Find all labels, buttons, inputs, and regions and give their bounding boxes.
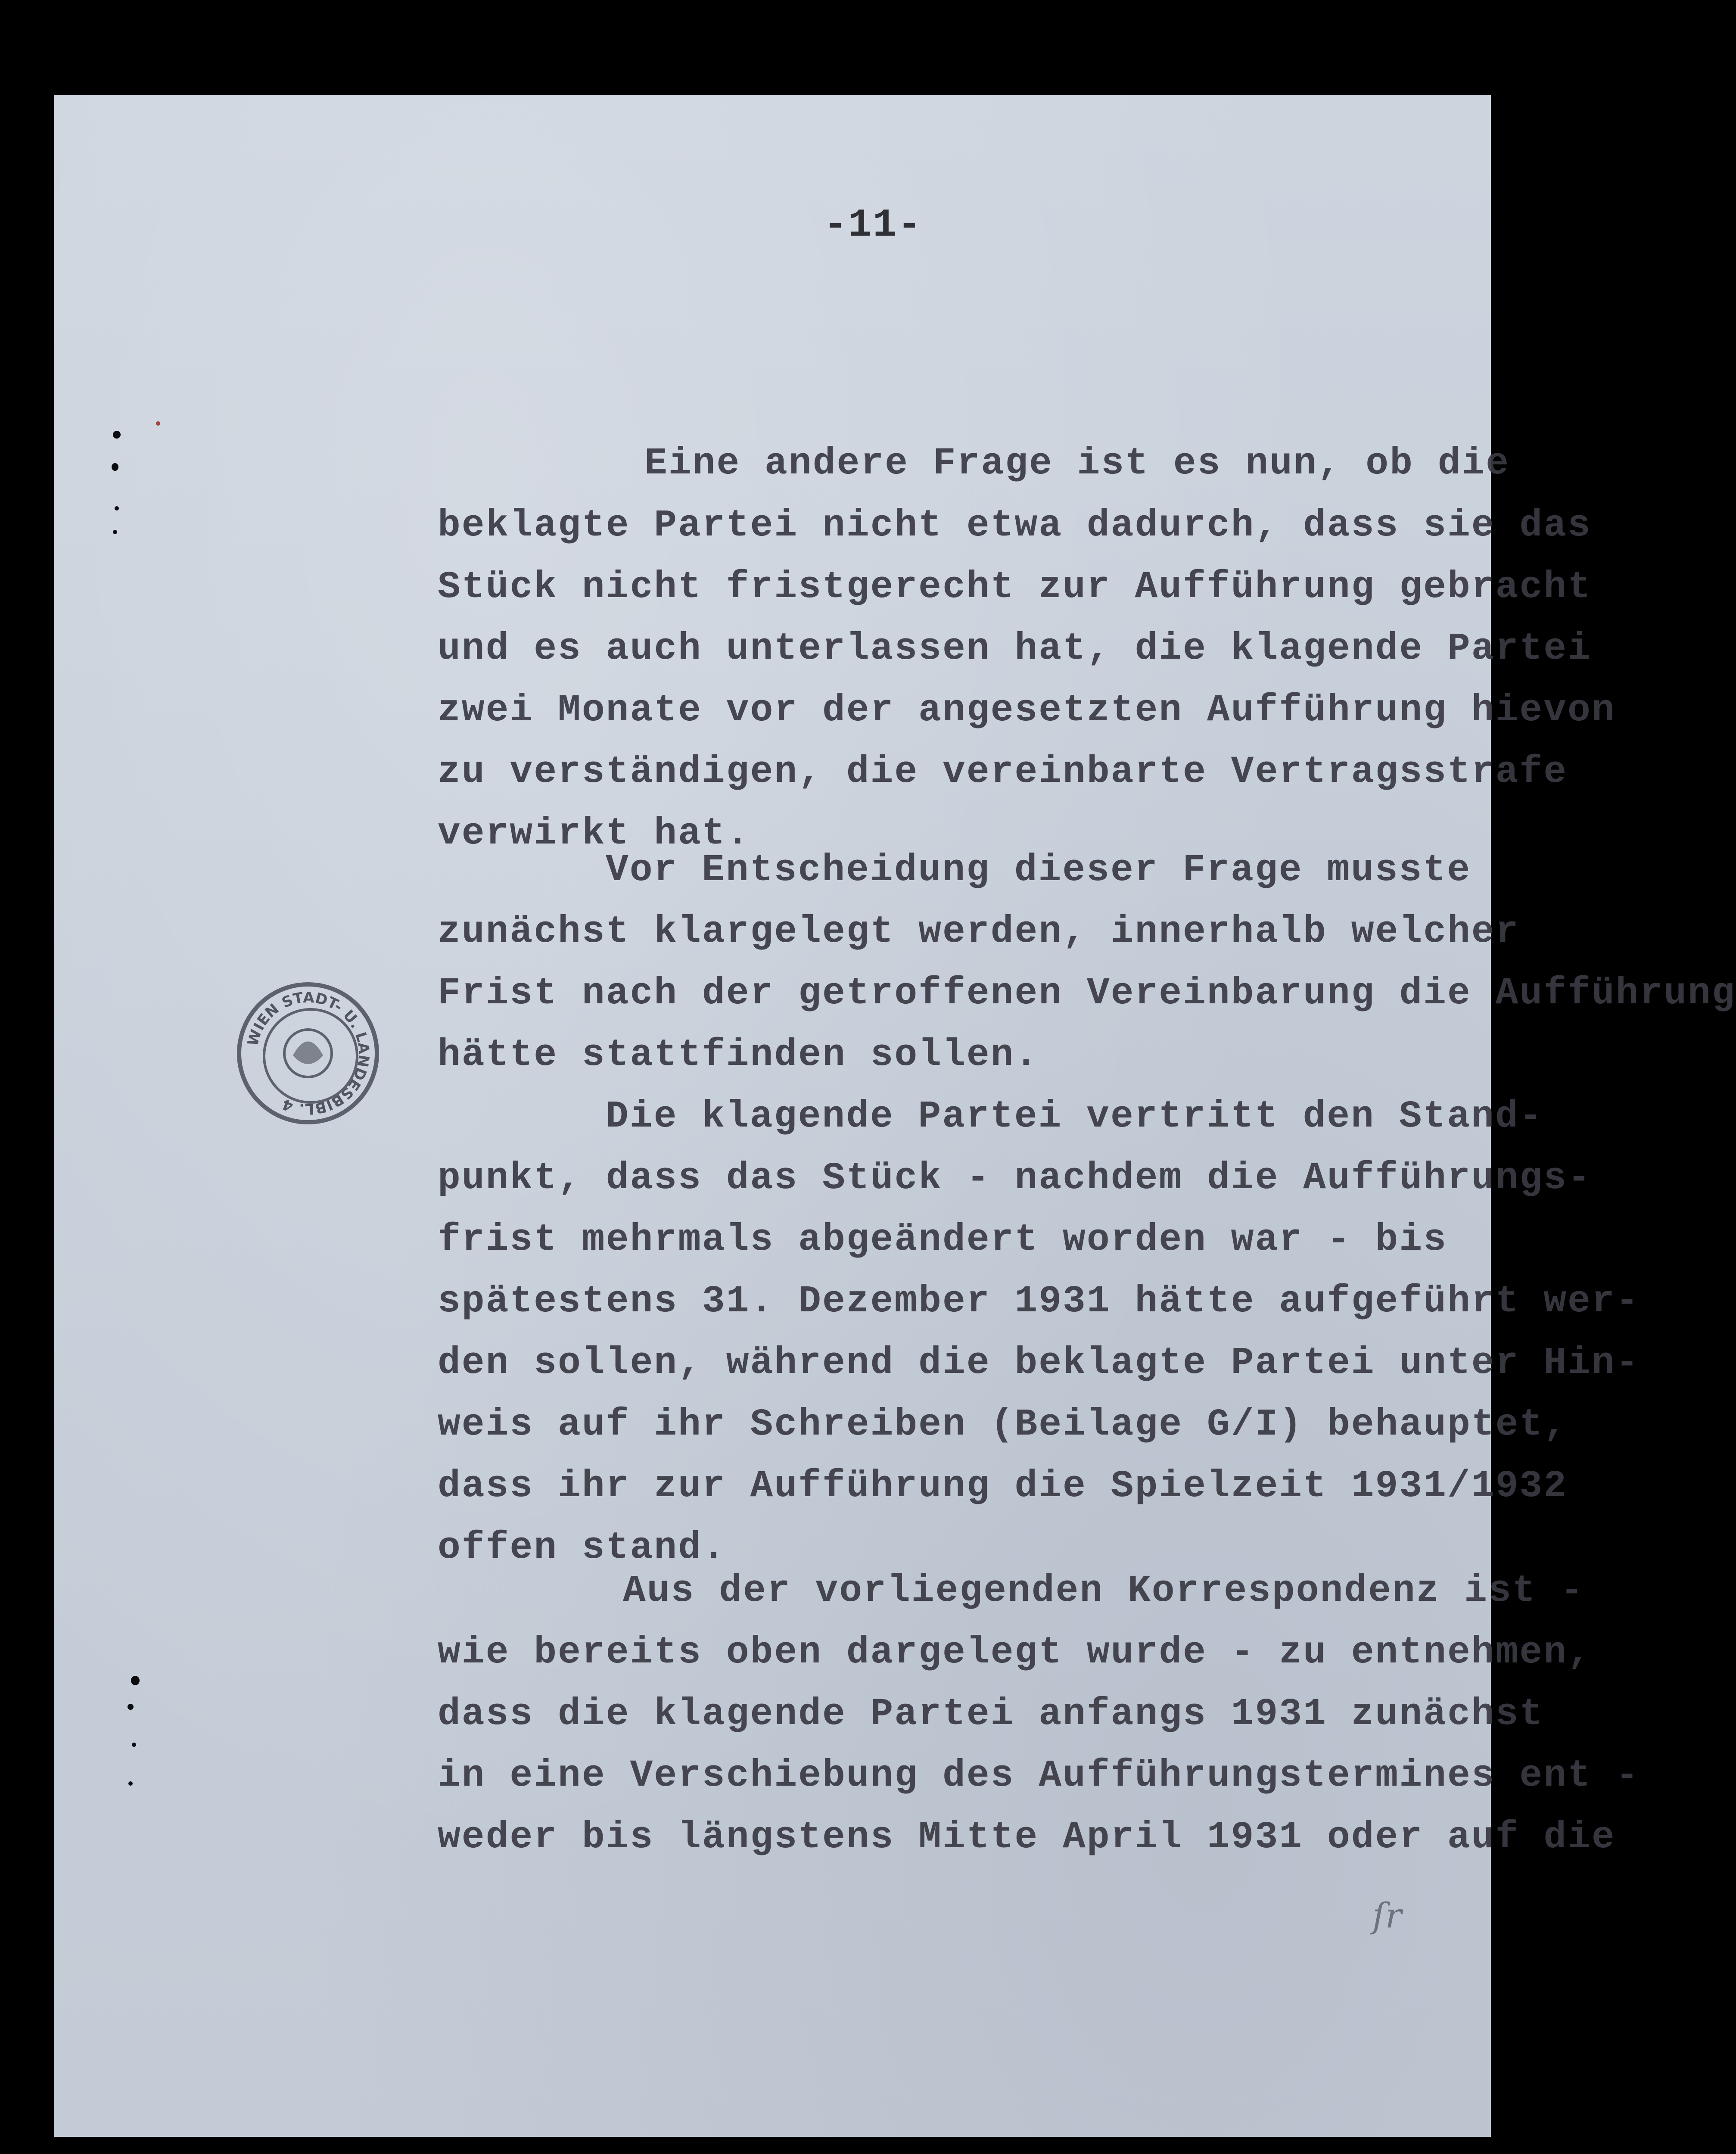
text-line: Stück nicht fristgerecht zur Aufführung gebracht <box>438 566 1592 609</box>
text-line: Die klagende Partei vertritt den Stand- <box>606 1096 1543 1138</box>
svg-text:WIEN STADT- U. LANDESBIBL. 4: WIEN STADT- U. LANDESBIBL. 4 <box>244 989 373 1118</box>
punch-hole <box>128 1781 133 1786</box>
punch-hole <box>131 1676 140 1685</box>
punch-hole <box>115 506 119 510</box>
text-line: hätte stattfinden sollen. <box>438 1034 1039 1077</box>
text-line: weder bis längstens Mitte April 1931 oder auf die <box>438 1816 1616 1859</box>
text-line: offen stand. <box>438 1527 726 1569</box>
text-line: spätestens 31. Dezember 1931 hätte aufgeführt wer- <box>438 1280 1640 1323</box>
handwritten-mark: ſr <box>1372 1896 1402 1936</box>
text-line: zunächst klargelegt werden, innerhalb welcher <box>438 911 1520 953</box>
text-line: verwirkt hat. <box>438 812 750 855</box>
text-line: Frist nach der getroffenen Vereinbarung die Aufführung <box>438 972 1736 1015</box>
text-line: dass ihr zur Aufführung die Spielzeit 1931/1932 <box>438 1465 1568 1508</box>
text-line: zu verständigen, die vereinbarte Vertragsstrafe <box>438 751 1568 794</box>
stamp-ring-text <box>241 987 375 1120</box>
page-number: -11- <box>823 202 922 248</box>
text-line: beklagte Partei nicht etwa dadurch, dass sie das <box>438 504 1592 547</box>
text-line: weis auf ihr Schreiben (Beilage G/I) behauptet, <box>438 1404 1568 1446</box>
punch-hole <box>113 530 117 534</box>
text-line: frist mehrmals abgeändert worden war - bis <box>438 1219 1447 1261</box>
text-line: Aus der vorliegenden Korrespondenz ist - <box>623 1570 1585 1612</box>
text-line: punkt, dass das Stück - nachdem die Aufführungs- <box>438 1157 1592 1200</box>
text-line: den sollen, während die beklagte Partei unter Hin- <box>438 1342 1640 1385</box>
punch-hole <box>132 1743 136 1747</box>
text-line: wie bereits oben dargelegt wurde - zu entnehmen, <box>438 1631 1592 1674</box>
text-line: zwei Monate vor der angesetzten Aufführung hievon <box>438 689 1616 732</box>
ink-dot <box>156 421 160 426</box>
text-line: in eine Verschiebung des Aufführungstermines ent - <box>438 1755 1640 1797</box>
punch-hole <box>128 1704 134 1710</box>
library-stamp <box>237 982 379 1124</box>
text-line: und es auch unterlassen hat, die klagende Partei <box>438 628 1592 670</box>
document-page <box>54 95 1736 2137</box>
text-line: Eine andere Frage ist es nun, ob die <box>644 442 1510 485</box>
punch-hole <box>112 463 118 471</box>
text-line: Vor Entscheidung dieser Frage musste <box>606 849 1472 892</box>
punch-hole <box>113 431 121 439</box>
text-line: dass die klagende Partei anfangs 1931 zunächst <box>438 1693 1544 1736</box>
